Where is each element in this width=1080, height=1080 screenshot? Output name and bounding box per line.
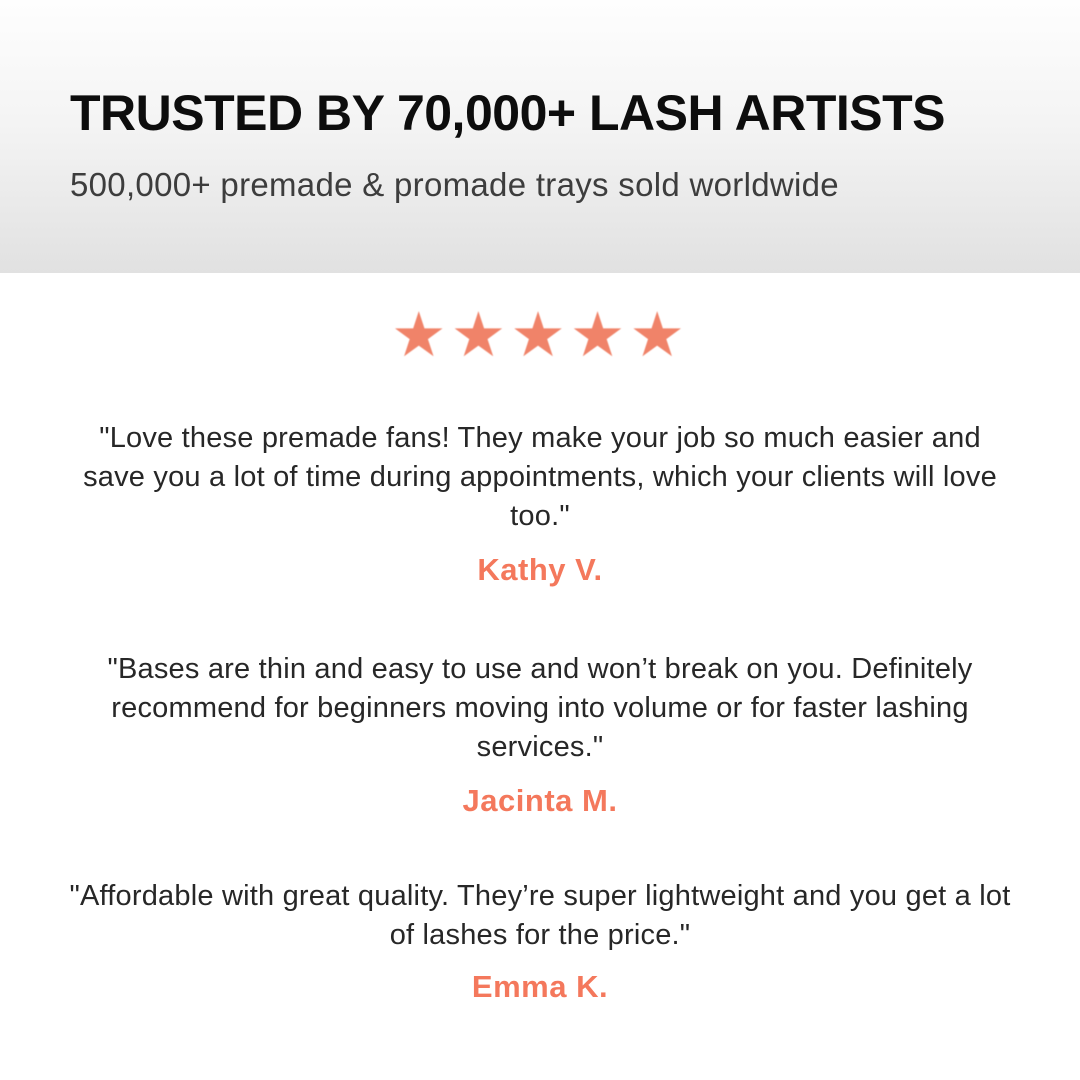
star-icon: ★: [569, 301, 630, 370]
star-icon: ★: [450, 301, 511, 370]
reviewer-name: Kathy V.: [477, 552, 603, 587]
header-banner: [0, 0, 1080, 273]
reviewer-name: Jacinta M.: [462, 783, 618, 818]
star-icon: ★: [510, 301, 570, 370]
testimonial-quote: "Affordable with great quality. They’re super lightweight and you get a lot of lashes for the price.": [69, 880, 1011, 951]
star-icon: ★: [391, 301, 451, 370]
testimonial-quote: "Bases are thin and easy to use and won’t break on you. Definitely recommend for beginners moving into volume or for faster lashing services.": [107, 653, 973, 763]
testimonial-quote: "Love these premade fans! They make your job so much easier and save you a lot of time during appointments, which your clients will love too.": [83, 422, 997, 532]
five-star-rating: [0, 301, 1080, 370]
page-title: TRUSTED BY 70,000+ LASH ARTISTS: [70, 85, 946, 141]
page-subtitle: 500,000+ premade & promade trays sold worldwide: [70, 166, 839, 203]
reviewer-name: Emma K.: [471, 969, 609, 1004]
star-icon: ★: [629, 301, 689, 370]
